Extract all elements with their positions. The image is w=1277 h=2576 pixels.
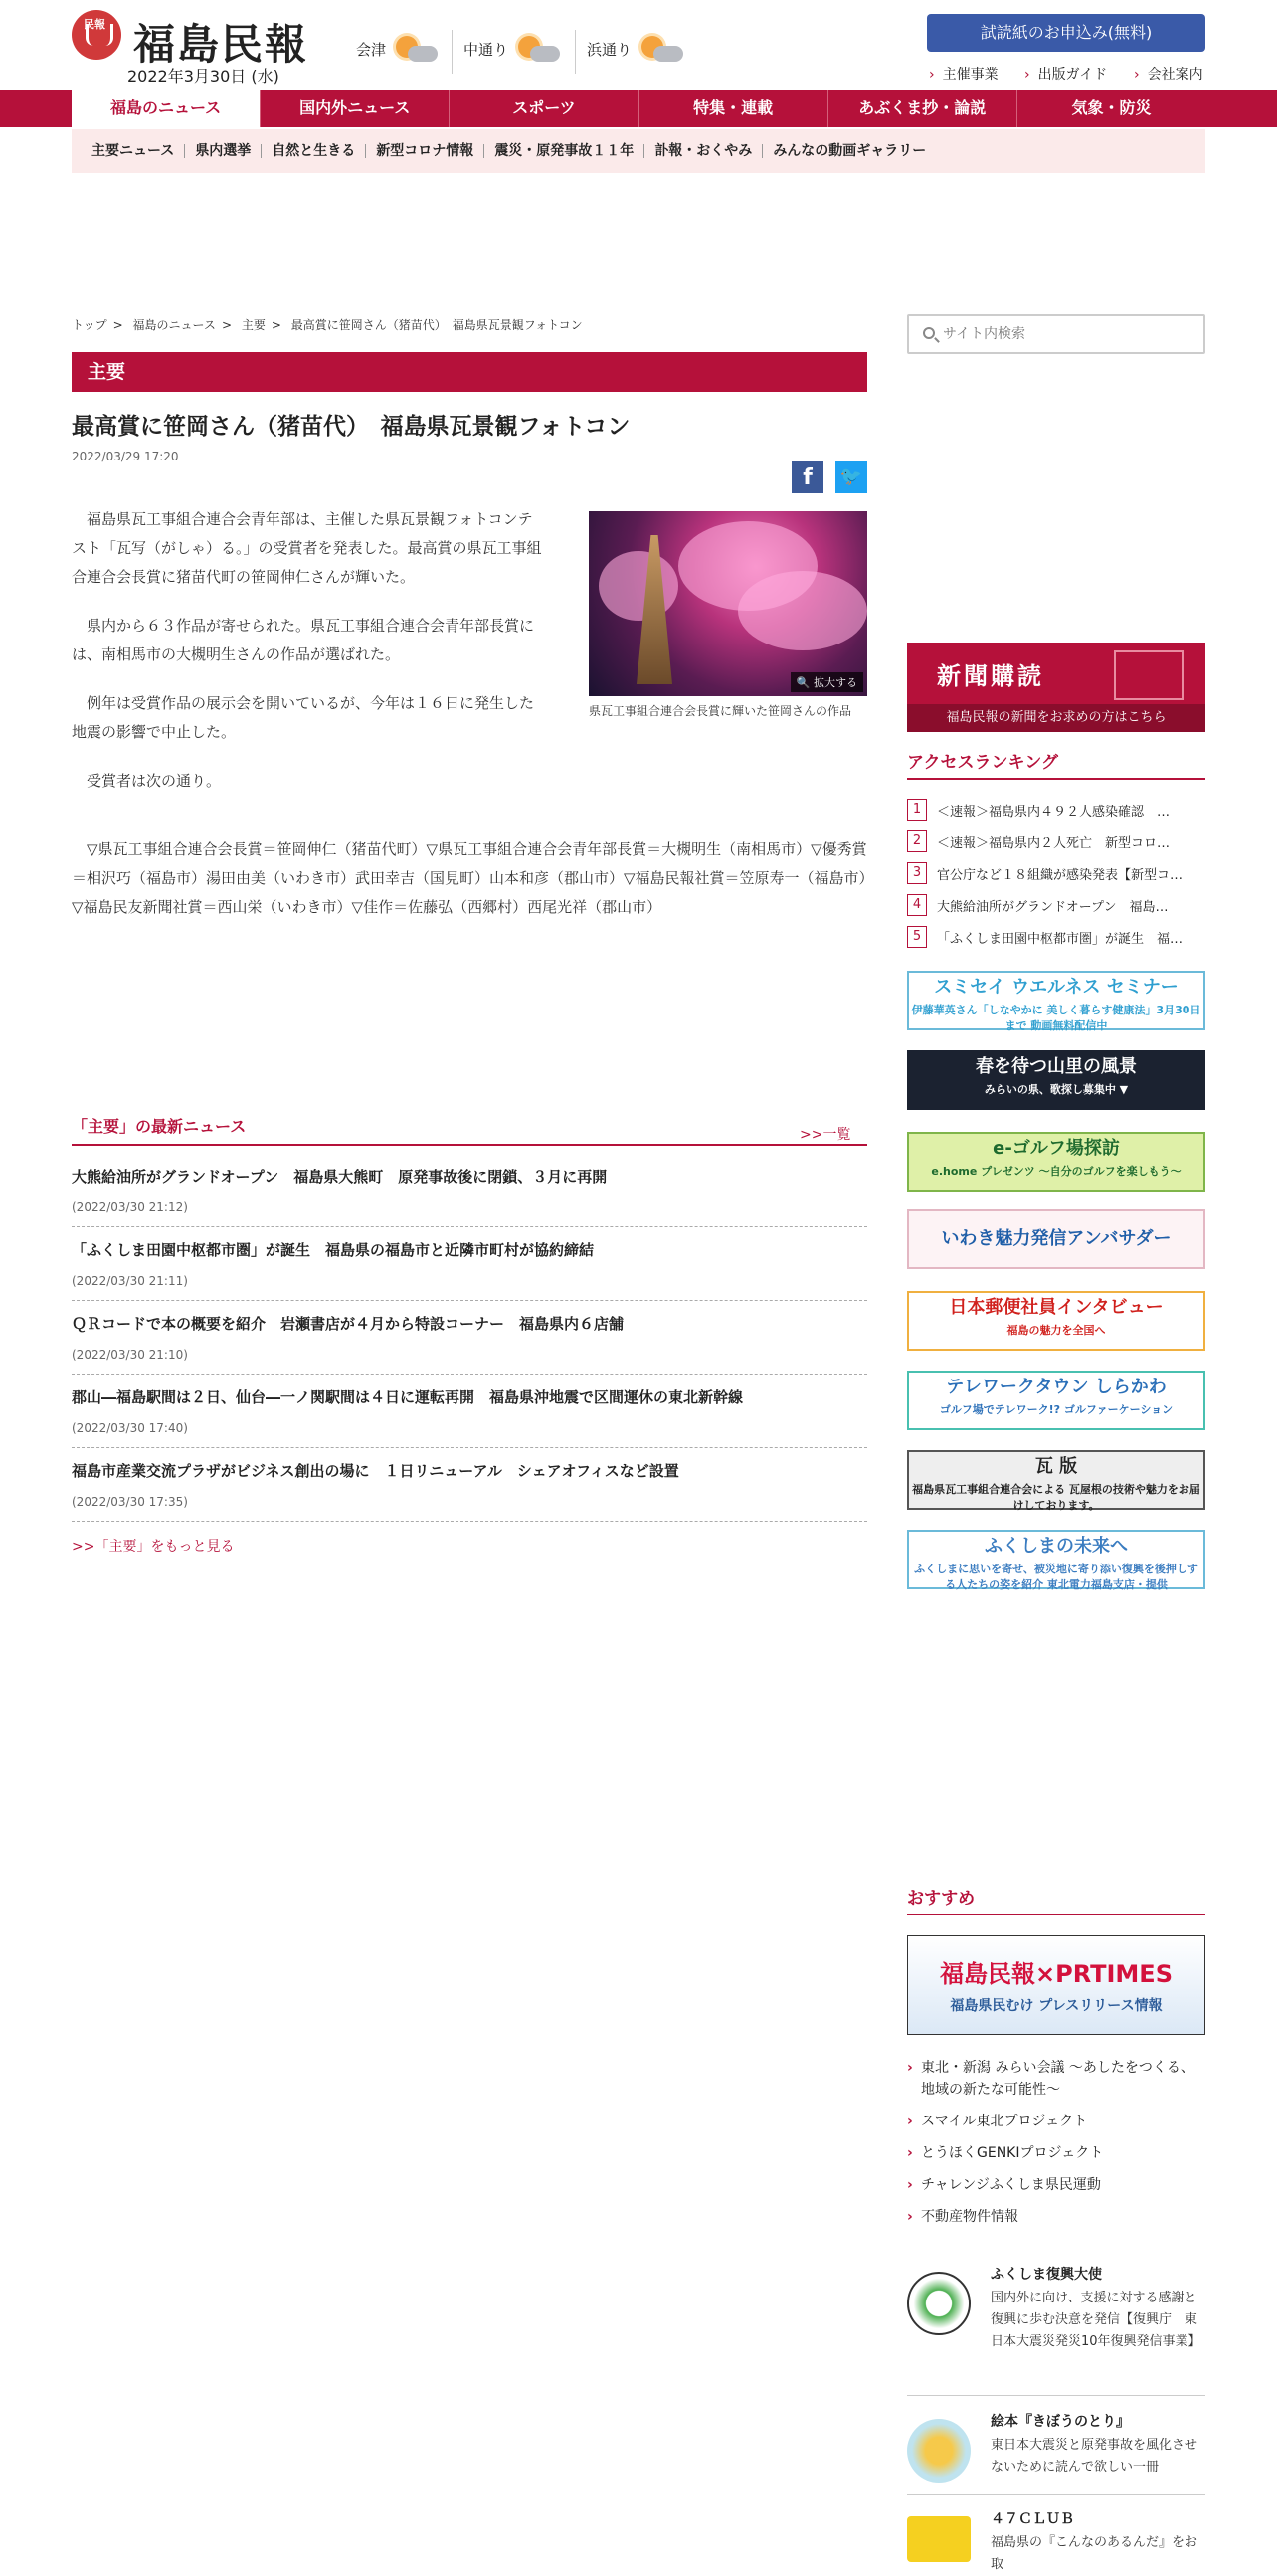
sun-cloud-icon xyxy=(516,34,560,64)
rank-number: 5 xyxy=(907,926,927,948)
rank-number: 1 xyxy=(907,799,927,821)
article-paragraph: 受賞者は次の通り。 xyxy=(87,772,222,790)
subnav-obituaries[interactable]: 訃報・おくやみ xyxy=(644,144,763,158)
recommend-links xyxy=(907,2057,1205,2238)
banner-title: e-ゴルフ場探訪 xyxy=(993,1138,1120,1159)
article-date: 2022/03/29 17:20 xyxy=(72,450,179,463)
recommend-heading: おすすめ xyxy=(907,1889,976,1909)
weather-hamadori xyxy=(587,34,683,64)
banner-wellness-seminar[interactable] xyxy=(907,971,1205,1030)
prtimes-subtitle: 福島県民むけ プレスリリース情報 xyxy=(950,1998,1163,2014)
ranking-list xyxy=(907,794,1205,953)
subnav-disaster[interactable]: 震災・原発事故１１年 xyxy=(484,144,644,158)
banner-title: 瓦 版 xyxy=(1034,1456,1078,1477)
ranking-item[interactable] xyxy=(907,794,1205,826)
recommend-link[interactable]: › チャレンジふくしま県民運動 xyxy=(907,2174,1205,2196)
breadcrumb-current: 最高賞に笹岡さん（猪苗代） 福島県瓦景観フォトコン xyxy=(290,318,583,332)
banner-title: ふくしまの未来へ xyxy=(985,1536,1128,1557)
latest-news-list-link[interactable]: >>一覧 xyxy=(800,1127,851,1143)
facebook-share-icon[interactable]: f xyxy=(792,461,823,493)
banner-title: スミセイ ウエルネス セミナー xyxy=(934,977,1179,998)
prtimes-title: 福島民報×PRTIMES xyxy=(940,1960,1173,1988)
news-item[interactable] xyxy=(72,1301,867,1375)
rank-number: 2 xyxy=(907,830,927,852)
promo-title[interactable]: 絵本『きぼうのとり』 xyxy=(991,2414,1130,2430)
subnav-video-gallery[interactable]: みんなの動画ギャラリー xyxy=(773,143,927,159)
article-title: 最高賞に笹岡さん（猪苗代） 福島県瓦景観フォトコン xyxy=(72,414,631,440)
nav-features[interactable]: 特集・連載 xyxy=(639,90,828,127)
banner-title: 日本郵便社員インタビュー xyxy=(949,1297,1164,1318)
ranking-item[interactable] xyxy=(907,857,1205,889)
rank-title[interactable]: 大熊給油所がグランドオープン 福島… xyxy=(937,899,1169,915)
banner-title: テレワークタウン しらかわ xyxy=(946,1377,1167,1397)
promo-desc: 福島県の『こんなのあるんだ』をお取 xyxy=(991,2535,1198,2572)
site-logo[interactable]: 福島民報 xyxy=(133,20,309,69)
banner-subtitle: 伊藤華英さん「しなやかに 美しく暮らす健康法」3月30日まで 動画無料配信中 xyxy=(911,1004,1201,1032)
promo-47club[interactable] xyxy=(907,2508,1205,2572)
ranking-divider xyxy=(907,778,1205,780)
category-band: 主要 xyxy=(72,352,867,392)
recommend-link[interactable]: › とうほくGENKIプロジェクト xyxy=(907,2142,1205,2164)
logo-badge: 民報 xyxy=(84,18,105,31)
rank-title[interactable]: 官公庁など１８組織が感染発表【新型コ… xyxy=(937,867,1184,883)
banner-subtitle: ゴルフ場でテレワーク!? ゴルファーケーション xyxy=(939,1403,1174,1416)
toplink-company[interactable] xyxy=(1134,64,1203,84)
news-item[interactable] xyxy=(72,1227,867,1301)
breadcrumb-separator: > xyxy=(271,318,281,332)
chevron-right-icon: › xyxy=(1134,67,1140,83)
search-icon xyxy=(923,327,935,339)
toplink-label: 会社案内 xyxy=(1147,67,1203,83)
news-title[interactable]: 郡山―福島駅間は２日、仙台―一ノ関駅間は４日に運転再開 福島県沖地震で区間運休の東北新幹線 xyxy=(72,1388,744,1406)
nav-fukushima-news[interactable]: 福島のニュース xyxy=(72,90,261,127)
subnav-nature[interactable]: 自然と生きる xyxy=(262,144,366,158)
rank-title[interactable]: ＜速報＞福島県内４９２人感染確認 … xyxy=(937,804,1171,820)
promo-title[interactable]: ４７ＣＬＵＢ xyxy=(991,2511,1074,2527)
toplink-publishing[interactable] xyxy=(1024,64,1107,84)
banner-e-golf[interactable] xyxy=(907,1132,1205,1192)
news-title[interactable]: ＱＲコードで本の概要を紹介 岩瀬書店が４月から特設コーナー 福島県内６店舗 xyxy=(72,1315,625,1333)
news-item[interactable] xyxy=(72,1448,867,1522)
recommend-link[interactable]: › 東北・新潟 みらい会議 〜あしたをつくる、地域の新たな可能性〜 xyxy=(907,2057,1205,2101)
sun-cloud-icon xyxy=(394,34,438,64)
breadcrumb-top[interactable]: トップ xyxy=(72,318,107,332)
breadcrumb-separator: > xyxy=(221,318,232,332)
ranking-item[interactable] xyxy=(907,889,1205,921)
subnav-elections[interactable]: 県内選挙 xyxy=(185,144,262,158)
search-input[interactable] xyxy=(943,322,1191,346)
breadcrumb-separator: > xyxy=(112,318,123,332)
news-title[interactable]: 「ふくしま田園中枢都市圏」が誕生 福島県の福島市と近隣市町村が協約締結 xyxy=(72,1241,595,1259)
news-date: (2022/03/30 21:11) xyxy=(72,1274,188,1288)
award-list-paragraph: ▽県瓦工事組合連合会長賞＝笹岡伸仁（猪苗代町）▽県瓦工事組合連合会青年部長賞＝大槻明生（南相馬市）▽優秀賞＝相沢巧（福島市）湯田由美（いわき市）武田幸吉（国見町）山本和彦（郡山市）▽福島民報社賞＝笠原寿一（福島市）▽福島民友新聞社賞＝西山栄（いわき市）▽佳作＝佐藤弘（西郷村）西尾光祥（郡山市） xyxy=(72,840,867,916)
nav-editorial[interactable]: あぶくま抄・論説 xyxy=(828,90,1017,127)
recommend-link[interactable]: › スマイル東北プロジェクト xyxy=(907,2111,1205,2132)
sun-cloud-icon xyxy=(639,34,683,64)
article-paragraph: 例年は受賞作品の展示会を開いているが、今年は１６日に発生した地震の影響で中止した。 xyxy=(72,694,535,741)
banner-telework-shirakawa[interactable] xyxy=(907,1371,1205,1430)
site-search xyxy=(907,314,1205,354)
zoom-label: 拡大する xyxy=(814,676,857,689)
latest-news-divider xyxy=(72,1144,867,1146)
banner-japan-post[interactable] xyxy=(907,1291,1205,1351)
banner-kawaraban[interactable] xyxy=(907,1450,1205,1510)
toplink-label: 主催事業 xyxy=(942,67,999,83)
promo-desc: 東日本大震災と原発事故を風化させないために読んで欲しい一冊 xyxy=(991,2438,1198,2475)
news-title[interactable]: 福島市産業交流プラザがビジネス創出の場に １日リニューアル シェアオフィスなど設置 xyxy=(72,1462,679,1480)
weather-divider xyxy=(452,30,453,74)
weather-divider xyxy=(575,30,576,74)
banner-title: 春を待つ山里の風景 xyxy=(976,1056,1137,1077)
nav-weather[interactable]: 気象・防災 xyxy=(1071,98,1152,117)
ranking-item[interactable] xyxy=(907,826,1205,857)
promo-title[interactable]: ふくしま復興大使 xyxy=(991,2267,1102,2283)
news-date: (2022/03/30 17:35) xyxy=(72,1495,188,1509)
promo-desc: 国内外に向け、支援に対する感謝と復興に歩む決意を発信【復興庁 東日本大震災発災10年復興発信事業】 xyxy=(991,2291,1201,2349)
trial-subscription-button[interactable]: 試読紙のお申込み(無料) xyxy=(927,14,1205,52)
article-body-top xyxy=(72,505,547,816)
weather-region: 会津 xyxy=(356,40,387,59)
breadcrumb xyxy=(72,316,583,333)
rank-title[interactable]: ＜速報＞福島県内２人死亡 新型コロ… xyxy=(937,835,1171,851)
toplink-label: 出版ガイド xyxy=(1037,67,1108,83)
banner-title: いわき魅力発信アンバサダー xyxy=(941,1228,1172,1249)
bird-icon xyxy=(907,2419,971,2483)
article-paragraph: 県内から６３作品が寄せられた。県瓦工事組合連合会青年部長賞には、南相馬市の大槻明生さんの作品が選ばれた。 xyxy=(72,617,535,663)
prtimes-banner[interactable] xyxy=(907,1935,1205,2035)
breadcrumb-fukushima-news[interactable]: 福島のニュース xyxy=(132,318,216,332)
subnav-covid[interactable]: 新型コロナ情報 xyxy=(366,144,484,158)
banner-subtitle: みらいの県、歌探し募集中 ▼ xyxy=(984,1083,1129,1096)
news-title[interactable]: 大熊給油所がグランドオープン 福島県大熊町 原発事故後に閉鎖、３月に再開 xyxy=(72,1168,608,1186)
promo-reconstruction-ambassador[interactable] xyxy=(907,2264,1205,2363)
47club-logo-icon xyxy=(907,2516,971,2562)
breadcrumb-main[interactable]: 主要 xyxy=(241,318,266,332)
chevron-right-icon: › xyxy=(1024,67,1030,83)
subnav-main-news[interactable]: 主要ニュース xyxy=(91,144,185,158)
recommend-divider xyxy=(907,1914,1205,1915)
banner-iwaki-ambassador[interactable] xyxy=(907,1209,1205,1269)
news-item[interactable] xyxy=(72,1375,867,1448)
banner-subtitle: e.home プレゼンツ 〜自分のゴルフを楽しもう〜 xyxy=(931,1165,1182,1178)
ambassador-logo-icon xyxy=(907,2272,971,2335)
ranking-heading: アクセスランキング xyxy=(907,753,1058,773)
banner-subtitle: 福島の魅力を全国へ xyxy=(1006,1324,1106,1337)
nav-domestic-world[interactable]: 国内外ニュース xyxy=(261,90,450,127)
news-date: (2022/03/30 17:40) xyxy=(72,1421,188,1435)
weather-region: 浜通り xyxy=(587,40,633,59)
twitter-share-icon[interactable]: 🐦 xyxy=(835,461,867,493)
ranking-item[interactable] xyxy=(907,921,1205,953)
rank-number: 3 xyxy=(907,862,927,884)
article-paragraph: 福島県瓦工事組合連合会青年部は、主催した県瓦景観フォトコンテスト「瓦写（がしゃ）る。」の受賞者を発表した。最高賞の県瓦工事組合連合会長賞に猪苗代町の笹岡伸仁さんが輝いた。 xyxy=(72,510,542,586)
news-date: (2022/03/30 21:12) xyxy=(72,1200,188,1214)
promo-divider xyxy=(907,2395,1205,2396)
sub-nav xyxy=(72,129,1205,173)
main-nav xyxy=(0,90,1277,127)
news-item[interactable] xyxy=(72,1154,867,1227)
subscribe-banner[interactable] xyxy=(907,643,1205,732)
more-main-news-link[interactable]: >>「主要」をもっと見る xyxy=(72,1539,235,1555)
subscribe-title: 新聞購読 xyxy=(937,662,1044,690)
banner-subtitle: 福島県瓦工事組合連合会による 瓦屋根の技術や魅力をお届けしております。 xyxy=(912,1483,1200,1512)
header-date: 2022年3月30日 (水) xyxy=(127,67,279,86)
rank-title[interactable]: 「ふくしま田園中枢都市圏」が誕生 福… xyxy=(937,931,1184,947)
weather-aizu xyxy=(356,34,438,64)
chevron-right-icon: › xyxy=(929,67,935,83)
promo-divider xyxy=(907,2494,1205,2495)
toplink-events[interactable] xyxy=(929,64,999,84)
nav-sports[interactable]: スポーツ xyxy=(450,90,638,127)
latest-news-list xyxy=(72,1154,867,1522)
weather-region: 中通り xyxy=(463,40,509,59)
article-body-full xyxy=(72,835,867,942)
latest-news-heading: 「主要」の最新ニュース xyxy=(72,1117,247,1136)
recommend-link[interactable]: › 不動産物件情報 xyxy=(907,2206,1205,2228)
banner-subtitle: ふくしまに思いを寄せ、被災地に寄り添い復興を後押しする人たちの姿を紹介 東北電力福島支店・提供 xyxy=(914,1563,1198,1591)
zoom-button[interactable]: 🔍 拡大する xyxy=(791,672,863,692)
subscribe-desc: 福島民報の新聞をお求めの方はこちら xyxy=(907,704,1205,732)
banner-fukushima-future[interactable] xyxy=(907,1530,1205,1589)
banner-song-campaign[interactable] xyxy=(907,1050,1205,1110)
news-date: (2022/03/30 21:10) xyxy=(72,1348,188,1362)
weather-nakadori xyxy=(463,34,560,64)
article-photo[interactable] xyxy=(589,511,867,696)
rank-number: 4 xyxy=(907,894,927,916)
building-icon xyxy=(1114,650,1184,700)
promo-picture-book[interactable] xyxy=(907,2411,1205,2510)
photo-caption: 県瓦工事組合連合会長賞に輝いた笹岡さんの作品 xyxy=(589,704,852,718)
